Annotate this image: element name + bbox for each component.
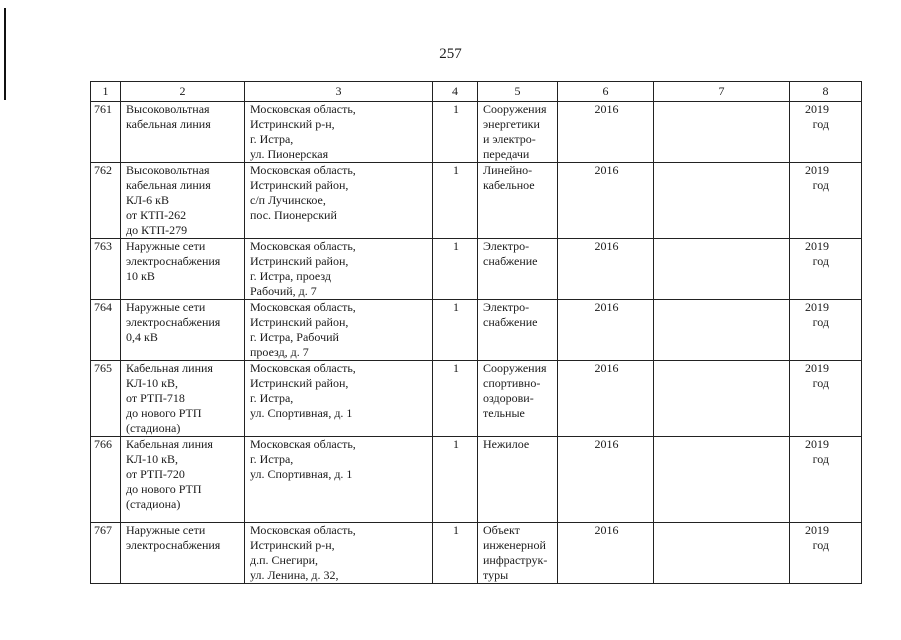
object-quantity: 1 <box>433 163 478 239</box>
row-number: 763 <box>91 239 121 300</box>
column-header: 6 <box>558 82 654 102</box>
column-7-value <box>654 361 790 437</box>
column-7-value <box>654 437 790 523</box>
object-quantity: 1 <box>433 300 478 361</box>
object-quantity: 1 <box>433 361 478 437</box>
year-value: 2016 <box>558 361 654 437</box>
object-address: Московская область, Истринский р-н, г. Истра, ул. Пионерская <box>245 102 433 163</box>
deadline-value: 2019 год <box>790 239 862 300</box>
row-number: 765 <box>91 361 121 437</box>
column-7-value <box>654 300 790 361</box>
object-quantity: 1 <box>433 437 478 523</box>
object-address: Московская область, Истринский р-н, д.п. Снегири, ул. Ленина, д. 32, <box>245 523 433 584</box>
row-number: 764 <box>91 300 121 361</box>
row-number: 762 <box>91 163 121 239</box>
registry-table <box>90 81 862 584</box>
object-name: Кабельная линия КЛ-10 кВ, от РТП-720 до нового РТП (стадиона) <box>121 437 245 523</box>
table-row <box>91 437 862 523</box>
object-name: Кабельная линия КЛ-10 кВ, от РТП-718 до нового РТП (стадиона) <box>121 361 245 437</box>
object-address: Московская область, Истринский район, г. Истра, проезд Рабочий, д. 7 <box>245 239 433 300</box>
object-address: Московская область, Истринский район, г. Истра, Рабочий проезд, д. 7 <box>245 300 433 361</box>
year-value: 2016 <box>558 523 654 584</box>
column-header: 1 <box>91 82 121 102</box>
column-7-value <box>654 239 790 300</box>
column-7-value <box>654 102 790 163</box>
object-purpose: Линейно- кабельное <box>478 163 558 239</box>
year-value: 2016 <box>558 163 654 239</box>
object-name: Наружные сети электроснабжения 0,4 кВ <box>121 300 245 361</box>
deadline-value: 2019 год <box>790 102 862 163</box>
object-name: Высоковольтная кабельная линия КЛ-6 кВ от КТП-262 до КТП-279 <box>121 163 245 239</box>
object-quantity: 1 <box>433 239 478 300</box>
column-header: 7 <box>654 82 790 102</box>
table-header-row <box>91 82 862 102</box>
column-header: 3 <box>245 82 433 102</box>
deadline-value: 2019 год <box>790 163 862 239</box>
object-purpose: Сооружения спортивно- оздорови- тельные <box>478 361 558 437</box>
column-header: 4 <box>433 82 478 102</box>
object-purpose: Электро- снабжение <box>478 239 558 300</box>
column-header: 8 <box>790 82 862 102</box>
table-row <box>91 239 862 300</box>
object-name: Наружные сети электроснабжения 10 кВ <box>121 239 245 300</box>
row-number: 766 <box>91 437 121 523</box>
year-value: 2016 <box>558 437 654 523</box>
object-name: Высоковольтная кабельная линия <box>121 102 245 163</box>
object-quantity: 1 <box>433 102 478 163</box>
object-purpose: Нежилое <box>478 437 558 523</box>
object-address: Московская область, Истринский район, г. Истра, ул. Спортивная, д. 1 <box>245 361 433 437</box>
page-number: 257 <box>439 46 462 62</box>
object-quantity: 1 <box>433 523 478 584</box>
deadline-value: 2019 год <box>790 361 862 437</box>
object-purpose: Сооружения энергетики и электро- передачи <box>478 102 558 163</box>
deadline-value: 2019 год <box>790 437 862 523</box>
year-value: 2016 <box>558 300 654 361</box>
deadline-value: 2019 год <box>790 300 862 361</box>
year-value: 2016 <box>558 239 654 300</box>
column-7-value <box>654 163 790 239</box>
object-name: Наружные сети электроснабжения <box>121 523 245 584</box>
object-address: Московская область, г. Истра, ул. Спортивная, д. 1 <box>245 437 433 523</box>
object-purpose: Объект инженерной инфраструк- туры <box>478 523 558 584</box>
year-value: 2016 <box>558 102 654 163</box>
table-row <box>91 163 862 239</box>
column-7-value <box>654 523 790 584</box>
column-header: 5 <box>478 82 558 102</box>
deadline-value: 2019 год <box>790 523 862 584</box>
table-row <box>91 300 862 361</box>
table-row <box>91 523 862 584</box>
column-header: 2 <box>121 82 245 102</box>
table-row <box>91 361 862 437</box>
object-purpose: Электро- снабжение <box>478 300 558 361</box>
table-row <box>91 102 862 163</box>
object-address: Московская область, Истринский район, с/п Лучинское, пос. Пионерский <box>245 163 433 239</box>
row-number: 767 <box>91 523 121 584</box>
row-number: 761 <box>91 102 121 163</box>
